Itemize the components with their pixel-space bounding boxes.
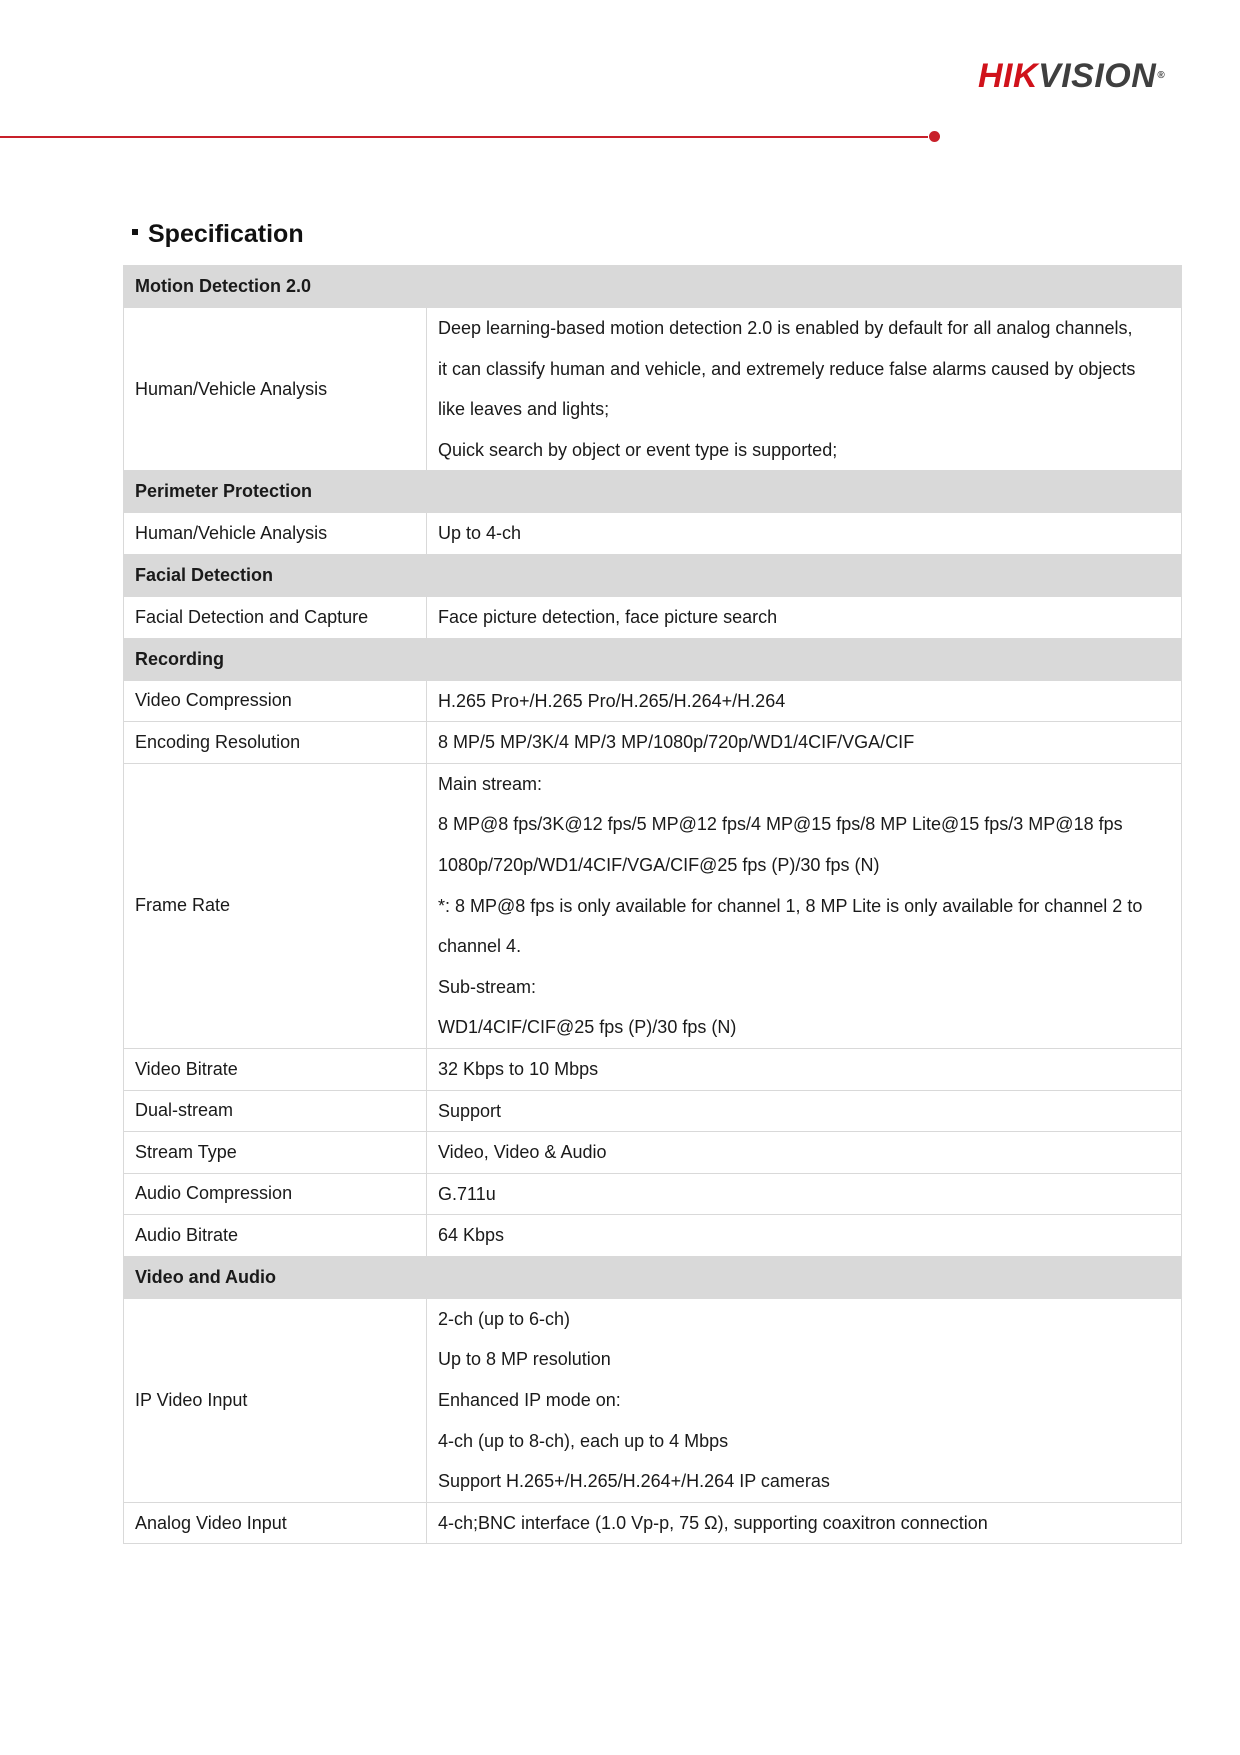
table-row xyxy=(124,763,1182,1048)
table-row xyxy=(124,596,1182,638)
spec-value-line: 32 Kbps to 10 Mbps xyxy=(438,1058,599,1079)
spec-value xyxy=(427,1173,1182,1215)
table-row xyxy=(124,1173,1182,1215)
section-title xyxy=(132,216,304,252)
spec-label: Facial Detection and Capture xyxy=(124,596,427,638)
category-row xyxy=(124,266,1182,308)
spec-value-line: G.711u xyxy=(438,1183,496,1204)
spec-value-line: Sub-stream: xyxy=(438,976,537,997)
hikvision-logo xyxy=(978,56,1178,96)
category-label: Video and Audio xyxy=(124,1256,1182,1298)
category-label: Perimeter Protection xyxy=(124,471,1182,513)
logo-vision-text: VISION xyxy=(1038,57,1157,95)
spec-label: Human/Vehicle Analysis xyxy=(124,513,427,555)
spec-value-line: like leaves and lights; xyxy=(438,399,610,420)
spec-label: Video Bitrate xyxy=(124,1048,427,1090)
spec-value xyxy=(427,763,1182,1048)
spec-label: Audio Compression xyxy=(124,1173,427,1215)
table-row xyxy=(124,1298,1182,1502)
table-row xyxy=(124,1048,1182,1090)
header-divider-dot xyxy=(929,131,940,142)
spec-value xyxy=(427,1090,1182,1132)
spec-label: Human/Vehicle Analysis xyxy=(124,308,427,471)
spec-value-line: Support xyxy=(438,1100,502,1121)
table-row xyxy=(124,1090,1182,1132)
spec-value-line: 4-ch (up to 8-ch), each up to 4 Mbps xyxy=(438,1430,729,1451)
category-row xyxy=(124,638,1182,680)
table-row xyxy=(124,1132,1182,1174)
spec-label: Audio Bitrate xyxy=(124,1215,427,1257)
category-label: Facial Detection xyxy=(124,554,1182,596)
logo-hik-text: HIK xyxy=(978,57,1039,95)
spec-value-line: Up to 8 MP resolution xyxy=(438,1349,611,1370)
spec-value-line: 8 MP@8 fps/3K@12 fps/5 MP@12 fps/4 MP@15 fps/8 MP Lite@15 fps/3 MP@18 fps xyxy=(438,814,1123,835)
spec-label: Dual-stream xyxy=(124,1090,427,1132)
table-row xyxy=(124,722,1182,764)
spec-value-line: WD1/4CIF/CIF@25 fps (P)/30 fps (N) xyxy=(438,1017,737,1038)
spec-value xyxy=(427,513,1182,555)
logo-registered-mark: ® xyxy=(1157,70,1166,81)
spec-value-line: 8 MP/5 MP/3K/4 MP/3 MP/1080p/720p/WD1/4CIF/VGA/CIF xyxy=(438,732,915,753)
table-row xyxy=(124,513,1182,555)
spec-value-line: channel 4. xyxy=(438,936,522,957)
spec-label: Stream Type xyxy=(124,1132,427,1174)
spec-label: Encoding Resolution xyxy=(124,722,427,764)
spec-value-line: it can classify human and vehicle, and extremely reduce false alarms caused by objects xyxy=(438,358,1136,379)
spec-value-line: 64 Kbps xyxy=(438,1225,505,1246)
spec-value-line: Support H.265+/H.265/H.264+/H.264 IP cameras xyxy=(438,1471,830,1492)
spec-value-line: H.265 Pro+/H.265 Pro/H.265/H.264+/H.264 xyxy=(438,690,786,711)
spec-value xyxy=(427,1132,1182,1174)
spec-label: IP Video Input xyxy=(124,1298,427,1502)
spec-label: Frame Rate xyxy=(124,763,427,1048)
spec-value-line: 4-ch;BNC interface (1.0 Vp-p, 75 Ω), supporting coaxitron connection xyxy=(438,1512,988,1533)
header-divider-line xyxy=(0,136,928,138)
table-row xyxy=(124,1502,1182,1544)
table-row xyxy=(124,680,1182,722)
category-row xyxy=(124,554,1182,596)
section-title-text: Specification xyxy=(148,220,304,248)
spec-table xyxy=(123,265,1182,1544)
spec-value xyxy=(427,1048,1182,1090)
category-label: Motion Detection 2.0 xyxy=(124,266,1182,308)
spec-value xyxy=(427,308,1182,471)
spec-value xyxy=(427,596,1182,638)
spec-value-line: Face picture detection, face picture search xyxy=(438,606,778,627)
spec-value-line: 2-ch (up to 6-ch) xyxy=(438,1308,571,1329)
spec-value-line: *: 8 MP@8 fps is only available for channel 1, 8 MP Lite is only available for channel 2 to xyxy=(438,895,1143,916)
spec-value-line: 1080p/720p/WD1/4CIF/VGA/CIF@25 fps (P)/30 fps (N) xyxy=(438,854,880,875)
spec-value xyxy=(427,1502,1182,1544)
spec-label: Video Compression xyxy=(124,680,427,722)
spec-value xyxy=(427,680,1182,722)
spec-value xyxy=(427,1298,1182,1502)
spec-value-line: Video, Video & Audio xyxy=(438,1142,607,1163)
spec-value-line: Enhanced IP mode on: xyxy=(438,1390,621,1411)
spec-label: Analog Video Input xyxy=(124,1502,427,1544)
spec-value-line: Main stream: xyxy=(438,773,543,794)
spec-value-line: Quick search by object or event type is supported; xyxy=(438,439,838,460)
spec-value xyxy=(427,1215,1182,1257)
category-row xyxy=(124,471,1182,513)
spec-value-line: Deep learning-based motion detection 2.0 is enabled by default for all analog channels, xyxy=(438,318,1133,338)
table-row xyxy=(124,1215,1182,1257)
spec-value xyxy=(427,722,1182,764)
category-row xyxy=(124,1256,1182,1298)
spec-value-line: Up to 4-ch xyxy=(438,523,522,544)
table-row xyxy=(124,308,1182,471)
bullet-icon xyxy=(132,229,138,235)
category-label: Recording xyxy=(124,638,1182,680)
